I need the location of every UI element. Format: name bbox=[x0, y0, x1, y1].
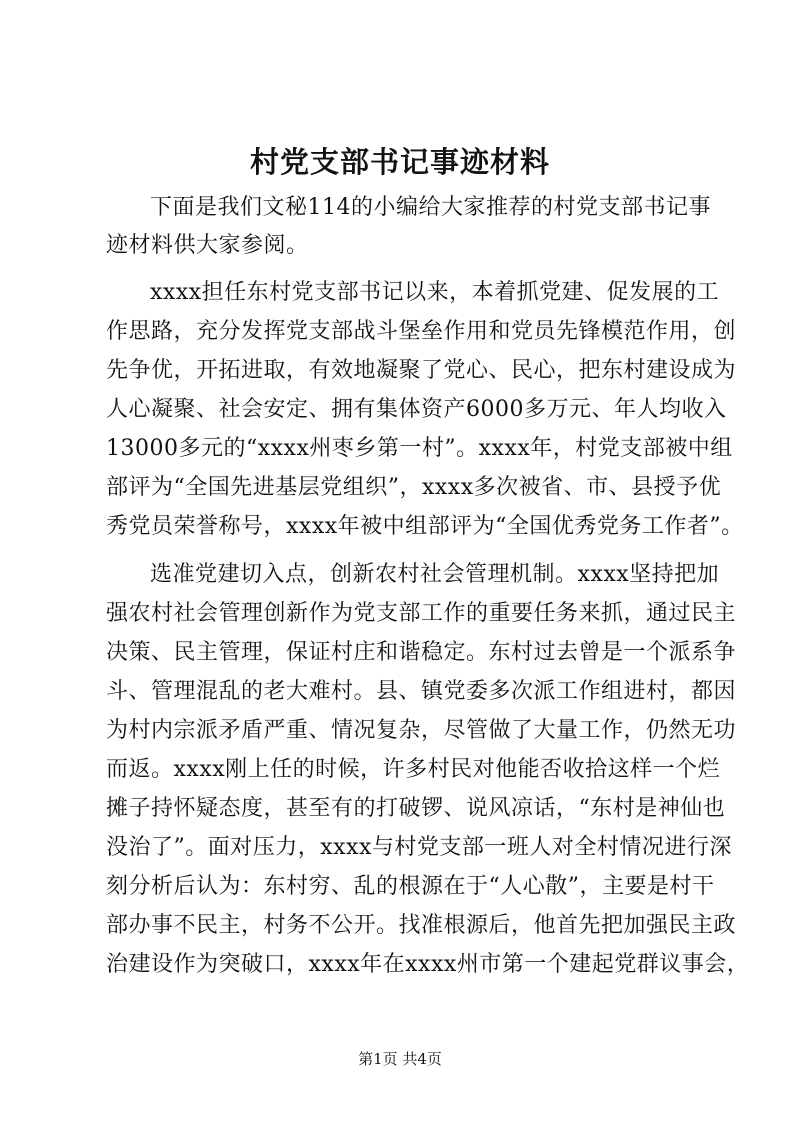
text-line: 迹材料供大家参阅。 bbox=[106, 233, 309, 258]
text-line: 部评为“全国先进基层党组织”，xxxx多次被省、市、县授予优 bbox=[106, 475, 722, 500]
page-number-footer: 第1页 共4页 bbox=[358, 1050, 442, 1068]
text-line: 先争优，开拓进取，有效地凝聚了党心、民心，把东村建设成为 bbox=[106, 358, 737, 383]
text-line: 而返。xxxx刚上任的时候，许多村民对他能否收拾这样一个烂 bbox=[106, 757, 721, 782]
text-line: 摊子持怀疑态度，甚至有的打破锣、说风凉话，“东村是神仙也 bbox=[106, 796, 726, 821]
text-line: 下面是我们文秘114的小编给大家推荐的村党支部书记事 bbox=[150, 195, 711, 220]
text-line: 秀党员荣誉称号，xxxx年被中组部评为“全国优秀党务工作者”。 bbox=[106, 514, 744, 539]
text-line: xxxx担任东村党支部书记以来，本着抓党建、促发展的工 bbox=[150, 280, 720, 305]
text-line: 决策、民主管理，保证村庄和谐稳定。东村过去曾是一个派系争 bbox=[106, 640, 737, 665]
text-line: 作思路，充分发挥党支部战斗堡垒作用和党员先锋模范作用，创 bbox=[106, 319, 737, 344]
text-line: 为村内宗派矛盾严重、情况复杂，尽管做了大量工作，仍然无功 bbox=[106, 718, 737, 743]
text-line: 斗、管理混乱的老大难村。县、镇党委多次派工作组进村，都因 bbox=[106, 679, 737, 704]
text-line: 没治了”。面对压力，xxxx与村党支部一班人对全村情况进行深 bbox=[106, 835, 732, 860]
text-line: 选准党建切入点，创新农村社会管理机制。xxxx坚持把加 bbox=[150, 562, 720, 587]
page-title: 村党支部书记事迹材料 bbox=[249, 145, 550, 179]
text-line: 强农村社会管理创新作为党支部工作的重要任务来抓，通过民主 bbox=[106, 601, 737, 626]
text-line: 人心凝聚、社会安定、拥有集体资产6000多万元、年人均收入 bbox=[106, 397, 727, 422]
text-line: 部办事不民主，村务不公开。找准根源后，他首先把加强民主政 bbox=[106, 913, 737, 938]
text-line: 13000多元的“xxxx州枣乡第一村”。xxxx年，村党支部被中组 bbox=[106, 436, 733, 461]
text-line: 刻分析后认为：东村穷、乱的根源在于“人心散”，主要是村干 bbox=[106, 874, 715, 899]
text-line: 治建设作为突破口，xxxx年在xxxx州市第一个建起党群议事会， bbox=[106, 952, 750, 977]
